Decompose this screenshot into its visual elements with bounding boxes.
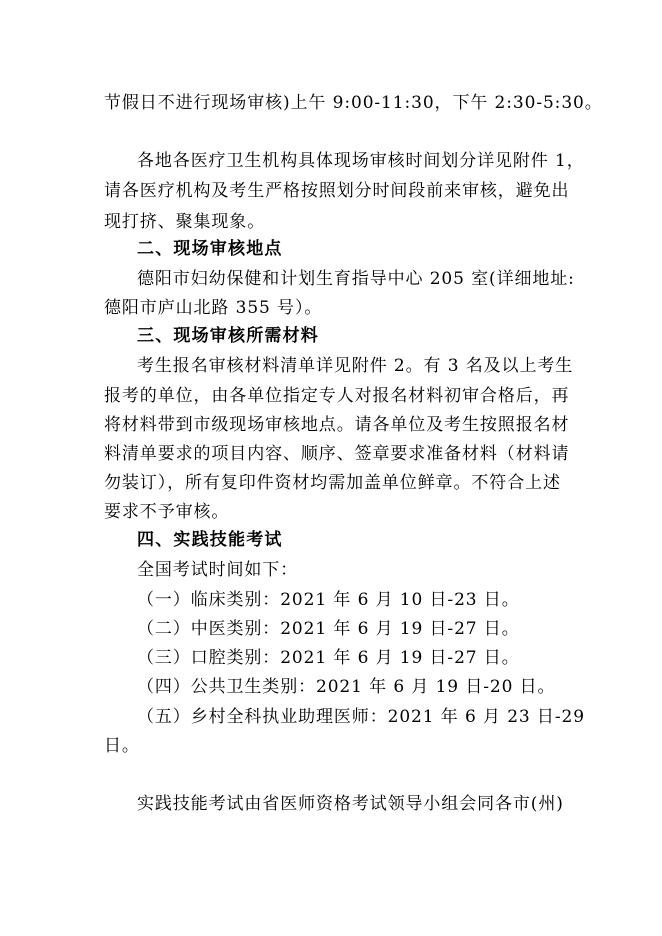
paragraph-line: 勿装订），所有复印件资材均需加盖单位鲜章。不符合上述 xyxy=(104,473,561,493)
list-item: （二）中医类别：2021 年 6 月 19 日-27 日。 xyxy=(137,619,520,639)
paragraph-line: 各地各医疗卫生机构具体现场审核时间划分详见附件 1， xyxy=(137,151,585,171)
list-item: （五）乡村全科执业助理医师：2021 年 6 月 23 日-29 xyxy=(137,707,585,727)
list-item: （一）临床类别：2021 年 6 月 10 日-23 日。 xyxy=(137,590,520,610)
paragraph-line: 德阳市庐山北路 355 号）。 xyxy=(104,298,323,318)
paragraph-line: 德阳市妇幼保健和计划生育指导中心 205 室(详细地址: xyxy=(137,269,575,289)
section-heading: 二、现场审核地点 xyxy=(137,239,283,259)
paragraph-line: 考生报名审核材料清单详见附件 2。有 3 名及以上考生 xyxy=(137,356,574,376)
paragraph-line: 现打挤、聚集现象。 xyxy=(104,212,266,232)
paragraph-line: 料清单要求的项目内容、顺序、签章要求准备材料（材料请 xyxy=(104,444,570,464)
paragraph-line: 日。 xyxy=(104,736,140,756)
section-heading: 三、现场审核所需材料 xyxy=(137,326,319,346)
list-item: （三）口腔类别：2021 年 6 月 19 日-27 日。 xyxy=(137,648,520,668)
paragraph-line: 报考的单位，由各单位指定专人对报名材料初审合格后，再 xyxy=(104,386,570,406)
paragraph-line: 节假日不进行现场审核)上午 9:00-11:30，下午 2:30-5:30。 xyxy=(104,93,603,113)
paragraph-line: 要求不予审核。 xyxy=(104,502,230,522)
paragraph-line: 全国考试时间如下： xyxy=(137,560,299,580)
paragraph-line: 实践技能考试由省医师资格考试领导小组会同各市(州) xyxy=(137,794,564,814)
section-heading: 四、实践技能考试 xyxy=(137,530,283,550)
list-item: （四）公共卫生类别：2021 年 6 月 19 日-20 日。 xyxy=(137,677,556,697)
paragraph-line: 将材料带到市级现场审核地点。请各单位及考生按照报名材 xyxy=(104,415,570,435)
paragraph-line: 请各医疗机构及考生严格按照划分时间段前来审核，避免出 xyxy=(104,181,570,201)
